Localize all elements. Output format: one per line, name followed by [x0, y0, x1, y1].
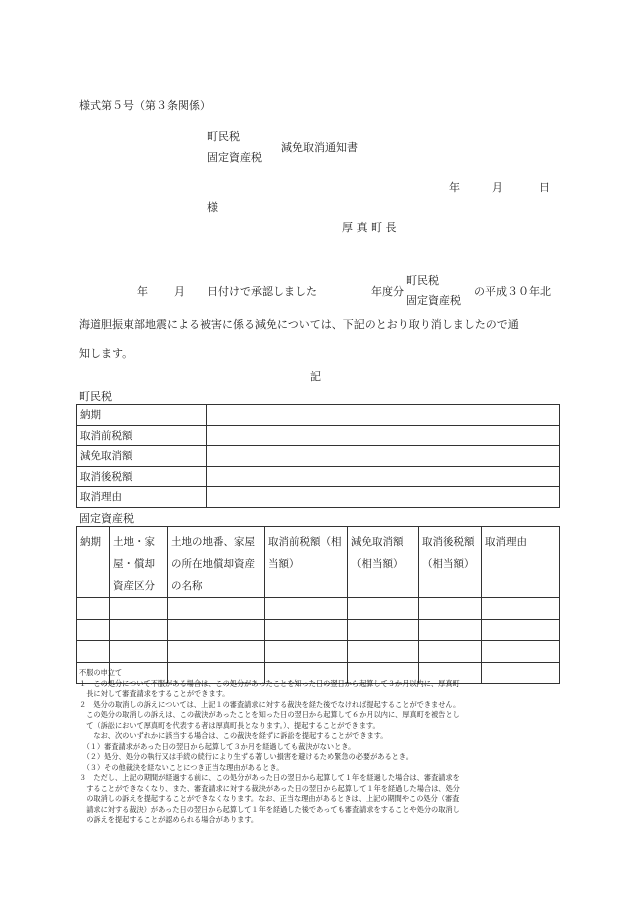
table-row [77, 446, 560, 467]
table-cell [168, 641, 265, 663]
note-line: なお、次のいずれかに該当する場合は、この裁決を経ずに訴訟を提起することができます。 [79, 731, 388, 740]
table-cell [110, 598, 168, 620]
header-reason: 取消理由 [482, 527, 560, 598]
addressee-suffix: 様 [207, 201, 218, 214]
row-label: 取消前税額 [77, 425, 207, 446]
property-tax-heading: 固定資産税 [79, 512, 134, 525]
property-tax-table [76, 526, 560, 684]
table-row [77, 487, 560, 508]
table-cell [265, 641, 348, 663]
title-tax-town: 町民税 [207, 130, 240, 143]
table-cell [110, 619, 168, 641]
note-line: この処分の取消しの訴えは、この裁決があったことを知った日の翌日から起算して６か月以内に、厚真町を被告とし [79, 710, 460, 719]
town-tax-table [76, 404, 560, 508]
date-month: 月 [492, 181, 503, 194]
note-line: 請求に対する裁決）があった日の翌日から起算して１年を経過した後であっても審査請求をすることや処分の取消し [79, 804, 460, 814]
note-line: １ この処分について不服がある場合は、この処分があったことを知った日の翌日から起算して３か月以内に、厚真町 [79, 678, 460, 688]
town-tax-heading: 町民税 [79, 390, 112, 403]
header-after-amount: 取消後税額（相当額） [419, 527, 482, 598]
note-line: の取消しの訴えを提起することができなくなります。なお、正当な理由があるときは、上記の期間やこの処分（審査 [79, 794, 460, 803]
body-tail: の平成３０年北 [474, 285, 551, 298]
table-cell [168, 598, 265, 620]
notes-heading: 不服の申立て [79, 668, 123, 677]
table-cell [419, 619, 482, 641]
value-cell [207, 405, 560, 426]
table-cell [348, 641, 419, 663]
body-month: 月 [174, 285, 185, 298]
value-cell [207, 446, 560, 467]
form-number: 様式第５号（第３条関係） [79, 99, 211, 112]
table-cell [77, 641, 110, 663]
table-cell [77, 619, 110, 641]
note-line: て（訴訟において厚真町を代表する者は厚真町長となります。）、提起することができます。 [79, 720, 380, 730]
table-cell [419, 641, 482, 663]
table-cell [482, 598, 560, 620]
row-label: 取消理由 [77, 487, 207, 508]
table-row [77, 466, 560, 487]
note-line: の訴えを提起することが認められる場合があります。 [79, 815, 259, 824]
table-cell [265, 598, 348, 620]
table-header-row [77, 527, 560, 598]
value-cell [207, 466, 560, 487]
table-cell [168, 619, 265, 641]
note-line: することができなくなり、また、審査請求に対する裁決があった日の翌日から起算して１年を経過した場合は、処分 [79, 783, 460, 793]
body-fiscal-year: 年度分 [371, 285, 404, 298]
body-approved: 日付けで承認しました [207, 285, 317, 298]
note-line: 長に対して審査請求をすることができます。 [79, 689, 230, 698]
body-line-2: 海道胆振東部地震による被害に係る減免については、下記のとおり取り消しましたので通 [79, 318, 519, 331]
row-label: 納期 [77, 405, 207, 426]
note-line: （１）審査請求があった日の翌日から起算して３か月を経過しても裁決がないとき。 [79, 741, 356, 751]
row-label: 取消後税額 [77, 466, 207, 487]
table-cell [77, 598, 110, 620]
document-title: 減免取消通知書 [281, 141, 358, 154]
body-tax-property: 固定資産税 [406, 294, 461, 307]
value-cell [207, 487, 560, 508]
note-line: （３）その他裁決を経ないことにつき正当な理由があるとき。 [79, 762, 284, 772]
date-year: 年 [449, 181, 460, 194]
table-row [77, 598, 560, 620]
header-location: 土地の地番、家屋の所在地償却資産の名称 [168, 527, 265, 598]
body-year: 年 [137, 285, 148, 298]
table-cell [348, 619, 419, 641]
table-row [77, 641, 560, 663]
appeal-notes [79, 668, 559, 826]
date-day: 日 [539, 181, 550, 194]
note-line: ２ 処分の取消しの訴えについては、上記１の審査請求に対する裁決を経た後でなければ提起することができません。 [79, 699, 461, 709]
row-label: 減免取消額 [77, 446, 207, 467]
table-cell [482, 641, 560, 663]
ki-heading: 記 [310, 370, 321, 383]
table-cell [419, 598, 482, 620]
table-row [77, 405, 560, 426]
header-term: 納期 [77, 527, 110, 598]
header-reduction-amount: 減免取消額（相当額） [348, 527, 419, 598]
table-row [77, 619, 560, 641]
table-cell [482, 619, 560, 641]
issuer: 厚 真 町 長 [342, 221, 397, 234]
table-cell [265, 619, 348, 641]
title-tax-property: 固定資産税 [207, 151, 262, 164]
note-line: ３ ただし、上記の期間が経過する前に、この処分があった日の翌日から起算して１年を経過した場合は、審査請求を [79, 773, 460, 782]
table-row [77, 425, 560, 446]
header-before-amount: 取消前税額（相当額） [265, 527, 348, 598]
table-cell [348, 598, 419, 620]
header-category: 土地・家屋・償却資産区分 [110, 527, 168, 598]
body-tax-town: 町民税 [406, 274, 439, 287]
note-line: （２）処分、処分の執行又は手続の続行により生ずる著しい損害を避けるため緊急の必要があるとき。 [79, 752, 413, 761]
table-cell [110, 641, 168, 663]
value-cell [207, 425, 560, 446]
body-line-3: 知します。 [79, 347, 134, 360]
